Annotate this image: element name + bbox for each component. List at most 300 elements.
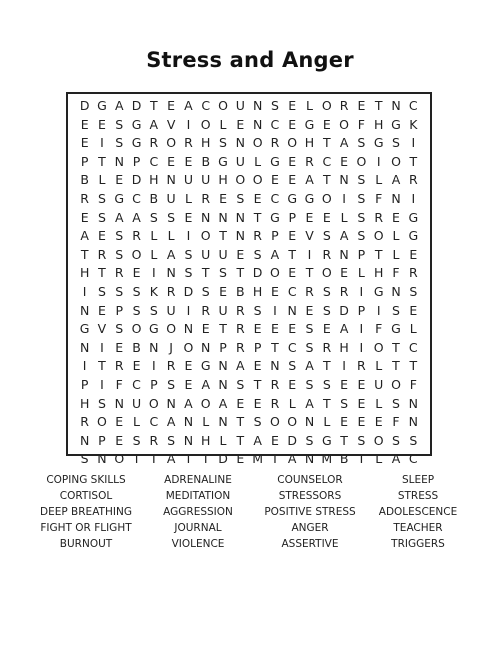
grid-letter: R [357,358,366,374]
grid-letter: E [340,265,349,281]
grid-letter: S [253,246,262,262]
grid-letter: A [305,358,314,374]
grid-letter: E [184,376,193,392]
grid-letter: S [357,209,366,225]
grid-letter: E [357,376,366,392]
grid-letter: R [235,339,245,355]
grid-letter: P [219,339,227,355]
grid-letter: I [82,283,87,299]
grid-letter: O [373,339,384,355]
word-list-item: VIOLENCE [171,538,225,550]
grid-letter: S [184,265,193,281]
grid-letter: S [236,376,245,392]
grid-letter: H [218,172,228,188]
grid-letter: N [183,414,194,430]
grid-letter: U [166,302,176,318]
grid-letter: R [201,302,211,318]
grid-letter: E [236,395,245,411]
grid-letter: I [359,321,364,337]
grid-letter: R [149,135,159,151]
grid-letter: T [409,358,418,374]
grid-letter: N [408,414,418,430]
grid-letter: F [375,321,383,337]
grid-letter: E [184,358,193,374]
grid-letter: O [391,153,401,169]
grid-letter: I [186,116,191,132]
grid-letter: S [97,209,106,225]
grid-letter: E [288,116,297,132]
grid-letter: D [287,432,298,448]
word-list-item: STRESSORS [278,490,342,502]
grid-letter: O [373,432,384,448]
grid-letter: G [304,116,315,132]
grid-letter: P [150,376,158,392]
grid-letter: E [184,153,193,169]
grid-letter: G [97,98,107,113]
grid-letter: I [342,358,346,374]
grid-letter: N [166,172,176,188]
grid-letter: E [253,358,262,374]
grid-letter: T [288,246,297,262]
letter-grid [76,97,422,469]
word-list-item: TEACHER [393,522,443,534]
grid-letter: I [411,135,416,151]
grid-letter: S [322,302,331,318]
grid-letter: R [322,246,332,262]
word-list-item: CORTISOL [59,490,113,502]
grid-letter: T [253,209,262,225]
grid-letter: S [392,432,400,448]
grid-letter: S [392,302,400,318]
grid-letter: U [183,172,193,188]
grid-letter: T [219,228,227,244]
grid-letter: A [149,116,159,132]
grid-letter: N [304,414,315,430]
grid-letter: S [322,376,331,392]
grid-letter: R [305,283,314,299]
word-list-item: STRESS [397,490,439,502]
word-list-item: DEEP BREATHING [40,506,132,518]
grid-letter: E [322,116,331,132]
grid-letter: S [409,432,418,448]
grid-letter: O [97,414,107,430]
grid-letter: B [80,172,89,188]
grid-letter: R [322,339,332,355]
grid-letter: O [200,395,211,411]
grid-letter: E [97,228,106,244]
grid-letter: G [131,135,142,151]
grid-letter: A [184,395,193,411]
grid-letter: H [149,172,159,188]
grid-letter: S [132,283,141,299]
grid-letter: E [236,246,245,262]
grid-letter: N [114,153,124,169]
grid-letter: T [98,265,106,281]
grid-letter: E [357,98,366,113]
grid-letter: N [235,209,245,225]
grid-letter: S [132,432,141,448]
grid-letter: E [270,321,279,337]
grid-letter: E [288,265,297,281]
grid-letter: E [288,153,297,169]
grid-letter: N [235,135,245,151]
grid-letter: L [219,116,227,132]
grid-letter: U [235,153,245,169]
grid-letter: S [392,135,400,151]
grid-letter: T [322,358,331,374]
grid-letter: R [114,265,124,281]
grid-letter: S [305,321,314,337]
grid-letter: O [373,228,384,244]
grid-letter: C [132,376,141,392]
grid-letter: B [236,283,245,299]
grid-letter: S [219,135,227,151]
grid-letter: L [375,395,383,411]
grid-letter: S [132,302,141,318]
grid-letter: T [340,432,348,448]
grid-letter: G [408,228,419,244]
grid-letter: S [167,432,176,448]
grid-letter: I [307,246,312,262]
grid-letter: A [201,376,210,392]
grid-letter: S [305,339,314,355]
grid-letter: R [339,283,349,299]
grid-letter: S [305,432,314,448]
grid-letter: S [97,283,106,299]
grid-letter: T [219,321,227,337]
grid-letter: P [253,339,262,355]
grid-letter: N [79,302,90,318]
grid-letter: S [115,283,124,299]
grid-letter: N [391,98,401,113]
grid-letter: E [80,209,89,225]
grid-letter: P [288,209,296,225]
grid-letter: I [359,283,364,299]
grid-letter: P [357,302,366,318]
grid-letter: O [287,135,298,151]
grid-letter: S [219,265,227,281]
grid-letter: N [183,321,194,337]
grid-letter: R [184,135,193,151]
grid-letter: S [340,395,349,411]
grid-letter: S [97,190,106,206]
grid-letter: E [219,283,227,299]
grid-letter: H [79,265,90,281]
grid-letter: D [218,451,228,467]
grid-letter: E [305,209,314,225]
grid-letter: L [254,153,262,169]
grid-letter: I [134,451,139,467]
grid-letter: E [115,339,124,355]
grid-letter: F [392,265,400,281]
grid-letter: H [373,116,384,132]
grid-letter: H [79,395,90,411]
grid-letter: G [287,190,298,206]
grid-letter: S [357,190,366,206]
grid-letter: B [132,339,141,355]
grid-letter: N [252,116,263,132]
grid-letter: T [374,98,383,113]
grid-letter: R [339,98,349,113]
grid-letter: S [357,228,366,244]
grid-letter: K [409,116,418,132]
grid-letter: F [375,190,383,206]
grid-letter: I [203,451,208,467]
grid-letter: T [409,153,418,169]
grid-letter: G [321,432,332,448]
word-list [30,472,470,552]
grid-letter: E [392,209,400,225]
grid-letter: N [183,432,194,448]
grid-letter: D [79,98,90,113]
grid-letter: I [376,302,381,318]
grid-letter: E [409,302,418,318]
grid-letter: R [97,246,107,262]
grid-letter: G [373,135,384,151]
grid-letter: E [305,302,314,318]
grid-letter: H [252,283,263,299]
grid-letter: A [114,209,124,225]
grid-letter: F [409,376,417,392]
grid-letter: E [340,153,349,169]
grid-letter: T [322,395,331,411]
grid-letter: N [149,339,159,355]
grid-letter: P [80,376,89,392]
word-list-item: SLEEP [401,474,435,486]
grid-letter: G [131,116,142,132]
grid-letter: E [374,414,383,430]
grid-letter: E [184,209,193,225]
grid-letter: E [132,265,141,281]
grid-letter: U [218,246,228,262]
grid-letter: D [183,283,194,299]
grid-letter: L [150,246,158,262]
grid-letter: R [132,228,141,244]
grid-letter: T [322,172,331,188]
grid-letter: V [305,228,314,244]
grid-letter: P [115,302,124,318]
grid-letter: S [357,432,366,448]
word-list-item: COUNSELOR [277,474,343,486]
grid-letter: R [166,283,176,299]
grid-letter: O [114,451,125,467]
grid-letter: N [287,302,297,318]
grid-letter: C [322,153,332,169]
grid-letter: C [132,190,141,206]
grid-letter: A [114,98,124,113]
grid-letter: A [287,451,297,467]
grid-letter: N [166,395,176,411]
grid-letter: L [202,414,210,430]
word-list-item: JOURNAL [174,522,222,534]
grid-letter: E [115,414,124,430]
grid-letter: H [201,135,211,151]
grid-letter: R [166,358,176,374]
grid-letter: J [169,339,173,355]
grid-letter: D [131,98,142,113]
grid-letter: U [374,376,384,392]
grid-letter: A [184,98,193,113]
grid-letter: T [392,358,400,374]
grid-letter: A [339,135,349,151]
grid-letter: S [253,302,262,318]
grid-letter: T [253,376,262,392]
grid-letter: E [340,414,349,430]
grid-letter: L [219,432,227,448]
grid-letter: L [167,228,175,244]
word-list-item: ASSERTIVE [281,538,339,550]
grid-letter: R [253,228,262,244]
grid-letter: P [80,153,89,169]
grid-letter: E [253,395,262,411]
grid-letter: S [305,376,314,392]
grid-letter: S [253,414,262,430]
grid-letter: L [288,395,296,411]
grid-letter: E [340,376,349,392]
grid-letter: T [271,339,279,355]
grid-letter: T [98,153,106,169]
grid-letter: G [373,283,384,299]
grid-letter: E [167,153,176,169]
grid-letter: N [79,339,90,355]
grid-letter: T [236,414,245,430]
grid-letter: A [270,246,280,262]
grid-letter: R [408,172,418,188]
grid-letter: I [273,451,277,467]
grid-letter: R [408,265,418,281]
grid-letter: E [288,98,297,113]
grid-letter: R [270,376,280,392]
grid-letter: G [218,153,228,169]
grid-letter: O [391,376,401,392]
grid-letter: U [201,172,211,188]
grid-letter: N [391,283,401,299]
grid-letter: H [304,135,315,151]
grid-letter: N [218,209,228,225]
grid-letter: O [321,265,332,281]
grid-letter: L [306,98,313,113]
grid-letter: N [408,395,418,411]
grid-letter: E [115,172,124,188]
grid-letter: A [305,395,314,411]
grid-letter: F [115,376,123,392]
grid-letter: S [322,283,331,299]
grid-letter: T [201,265,210,281]
grid-letter: O [356,153,367,169]
grid-letter: O [287,414,298,430]
grid-letter: C [408,98,418,113]
grid-letter: A [339,228,349,244]
grid-letter: G [270,153,280,169]
grid-letter: T [236,265,245,281]
grid-letter: C [287,339,297,355]
grid-letter: O [131,321,142,337]
grid-letter: E [201,321,210,337]
grid-letter: S [322,228,331,244]
grid-letter: L [323,414,331,430]
grid-letter: L [392,246,400,262]
grid-letter: S [149,302,158,318]
grid-letter: U [201,246,211,262]
word-list-item: ANGER [291,522,329,534]
grid-letter: E [236,451,245,467]
grid-letter: L [184,190,192,206]
grid-letter: R [270,395,280,411]
grid-letter: F [392,414,400,430]
grid-letter: G [79,321,90,337]
grid-letter: C [408,339,418,355]
grid-letter: S [184,246,193,262]
grid-letter: I [273,302,277,318]
grid-letter: O [269,265,280,281]
grid-letter: S [115,228,124,244]
grid-letter: O [235,172,246,188]
grid-letter: T [150,451,158,467]
grid-letter: T [374,246,383,262]
grid-letter: L [98,172,106,188]
grid-letter: G [304,190,315,206]
puzzle-grid-frame [66,92,432,467]
grid-letter: S [201,283,210,299]
grid-letter: P [98,432,106,448]
grid-letter: G [148,321,159,337]
grid-letter: S [236,190,245,206]
grid-letter: T [392,339,400,355]
grid-letter: N [270,358,280,374]
grid-letter: E [80,135,89,151]
grid-letter: N [97,451,107,467]
grid-letter: R [80,190,89,206]
grid-letter: A [305,172,314,188]
grid-letter: E [97,116,106,132]
grid-letter: F [357,116,365,132]
grid-letter: D [252,265,263,281]
grid-letter: E [80,116,89,132]
grid-letter: R [305,153,314,169]
grid-letter: O [166,135,177,151]
grid-letter: R [374,209,384,225]
grid-letter: N [218,414,228,430]
grid-letter: E [167,98,176,113]
grid-letter: G [391,116,401,132]
grid-letter: I [151,265,156,281]
grid-letter: A [166,451,176,467]
grid-letter: S [288,358,297,374]
grid-letter: B [201,153,211,169]
grid-letter: L [375,451,383,467]
grid-letter: I [342,190,346,206]
grid-letter: R [80,414,89,430]
grid-letter: O [252,172,263,188]
grid-letter: L [340,209,348,225]
grid-letter: N [339,172,349,188]
grid-letter: V [166,116,176,132]
grid-letter: O [218,98,228,113]
grid-letter: E [219,190,227,206]
grid-letter: L [150,228,158,244]
page-title: Stress and Anger [146,48,354,72]
grid-letter: S [167,209,176,225]
grid-letter: N [166,265,176,281]
grid-letter: I [151,358,156,374]
grid-letter: A [391,451,401,467]
grid-letter: R [235,321,245,337]
grid-letter: N [339,246,349,262]
grid-letter: O [166,321,177,337]
grid-letter: L [409,321,417,337]
grid-letter: S [357,172,366,188]
grid-letter: O [339,116,350,132]
